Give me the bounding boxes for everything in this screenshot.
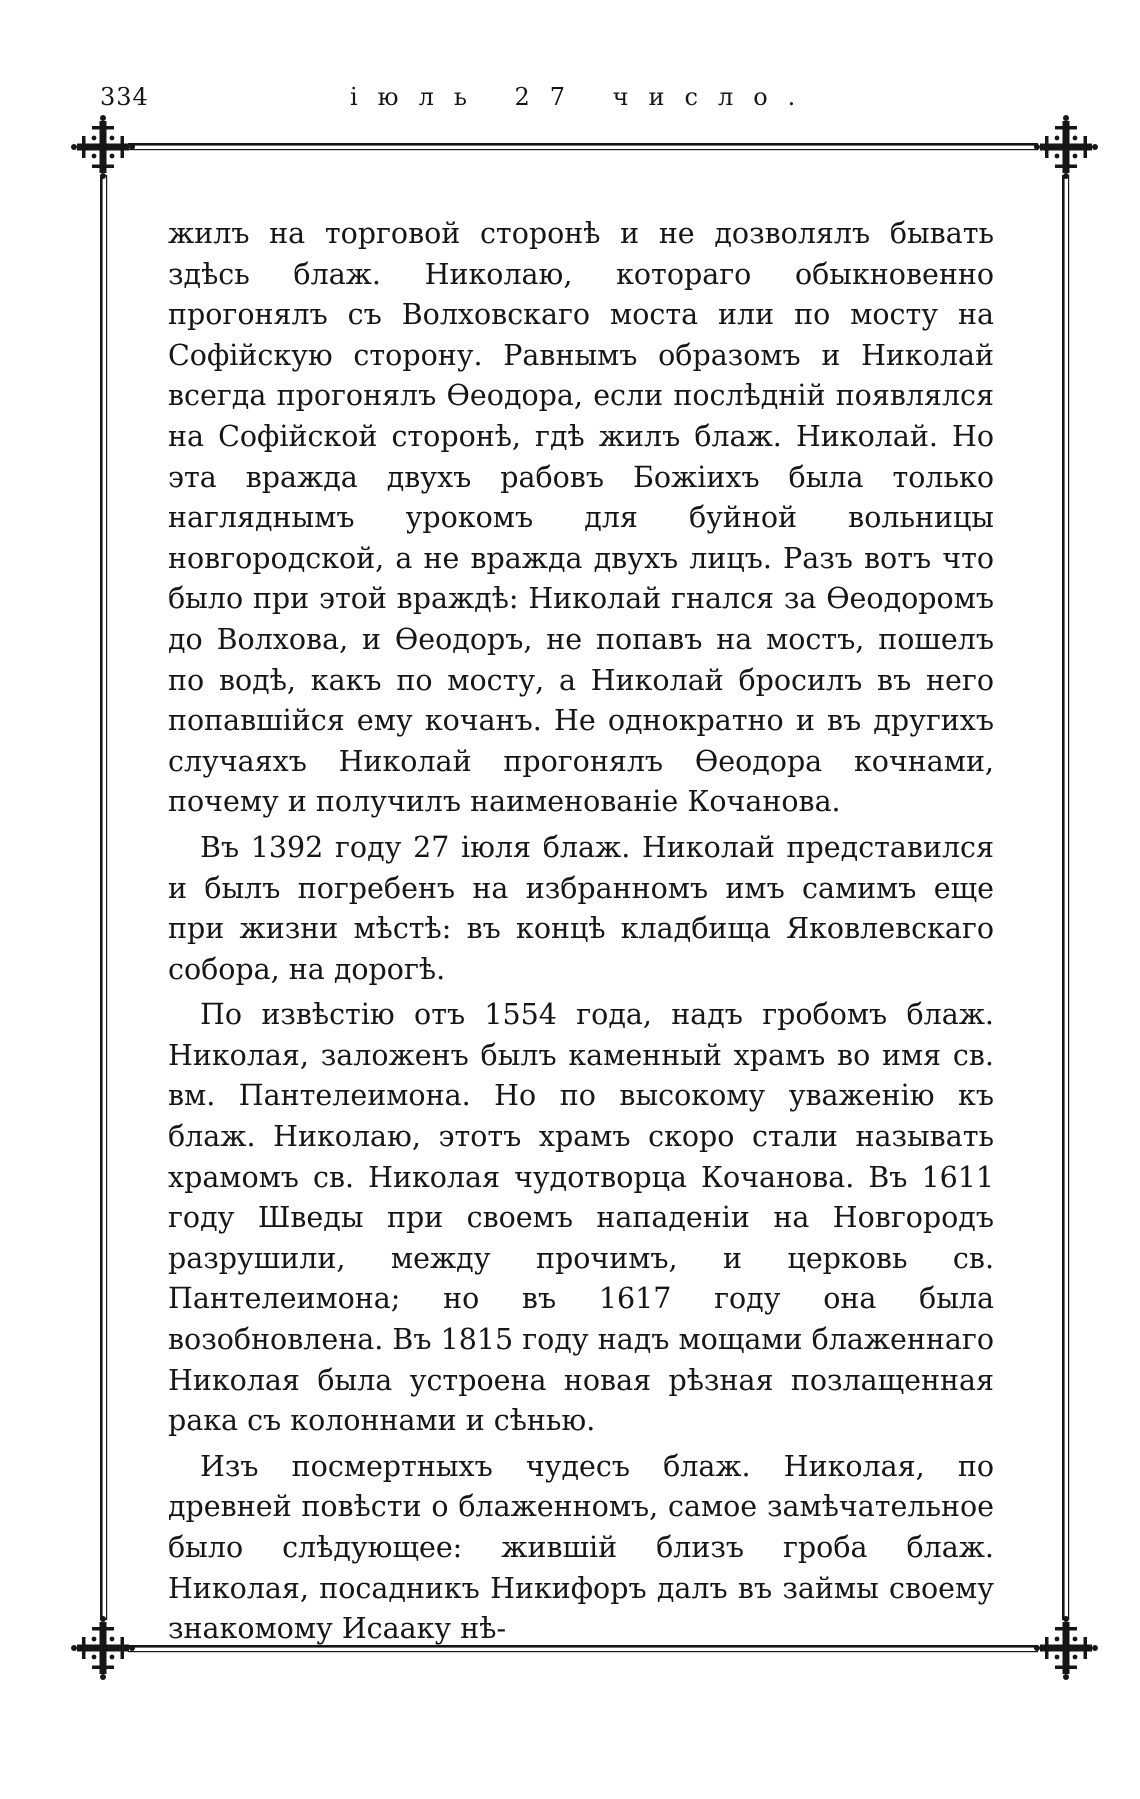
body-text	[168, 214, 994, 1650]
running-title: іюль 27 число.	[350, 83, 816, 111]
ornate-cross-icon-bottom-left	[71, 1616, 135, 1680]
ornate-cross-icon-bottom-right	[1034, 1616, 1098, 1680]
page-number: 334	[100, 83, 149, 111]
paragraph-continued: жилъ на торговой сторонѣ и не дозволялъ бывать здѣсь блаж. Николаю, котораго обыкновенно прогонялъ съ Волховскаго моста или по мосту на Софійскую сторону. Равнымъ образомъ и Николай всегда прогонялъ Ѳеодора, если послѣдній появлялся на Софійской сторонѣ, гдѣ жилъ блаж. Николай. Но эта вражда двухъ рабовъ Божіихъ была только нагляднымъ урокомъ для буйной вольницы новгородской, а не вражда двухъ лицъ. Разъ вотъ что было при этой враждѣ: Николай гнался за Ѳеодоромъ до Волхова, и Ѳеодоръ, не попавъ на мостъ, пошелъ по водѣ, какъ по мосту, а Николай бросилъ въ него попавшійся ему кочанъ. Не однократно и въ другихъ случаяхъ Николай прогонялъ Ѳеодора кочнами, почему и получилъ наименованіе Кочанова.	[168, 217, 994, 819]
ornate-cross-icon-top-right	[1034, 115, 1098, 179]
paragraph-death: Въ 1392 году 27 іюля блаж. Николай представился и былъ погребенъ на избранномъ имъ самимъ еще при жизни мѣстѣ: въ концѣ кладбища Яковлевскаго собора, на дорогѣ.	[168, 830, 994, 986]
paragraph-church: По извѣстію отъ 1554 года, надъ гробомъ блаж. Николая, заложенъ былъ каменный храмъ во имя св. вм. Пантелеимона. Но по высокому уваженію къ блаж. Николаю, этотъ храмъ скоро стали называть храмомъ св. Николая чудотворца Кочанова. Въ 1611 году Шведы при своемъ нападеніи на Новгородъ разрушили, между прочимъ, и церковь св. Пантелеимона; но въ 1617 году она была возобновлена. Въ 1815 году надъ мощами блаженнаго Николая была устроена новая рѣзная позлащенная рака съ колоннами и сѣнью.	[168, 998, 994, 1438]
paragraph-miracles: Изъ посмертныхъ чудесъ блаж. Николая, по древней повѣсти о блаженномъ, самое замѣчательное было слѣдующее: жившій близъ гроба блаж. Николая, посадникъ Никифоръ далъ въ займы своему знакомому Исааку нѣ-	[168, 1449, 994, 1646]
ornate-cross-icon-top-left	[71, 115, 135, 179]
